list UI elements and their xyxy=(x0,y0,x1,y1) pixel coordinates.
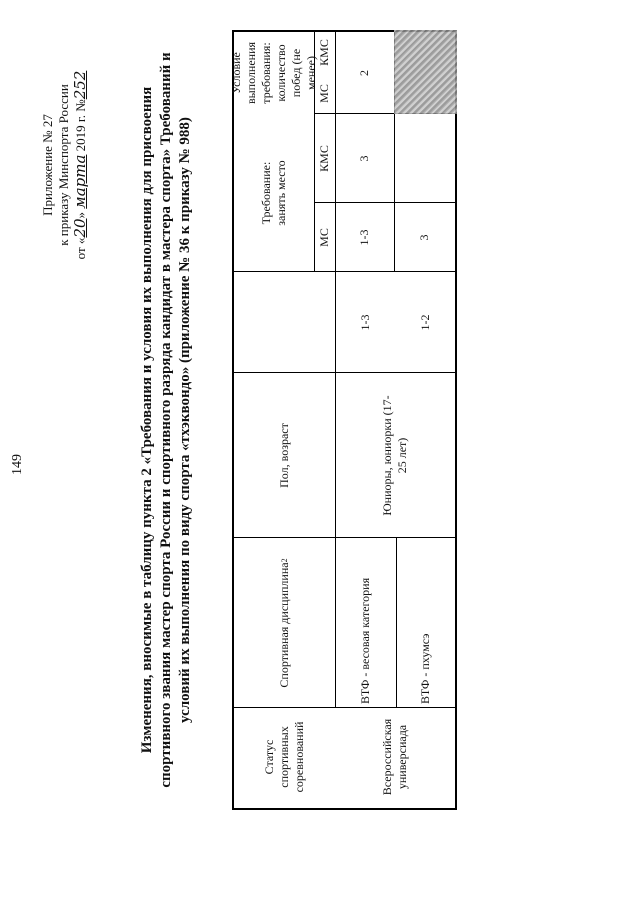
title-line-3: условий их выполнения по виду спорта «тхэквондо» (приложение № 36 к приказу № 988) xyxy=(177,117,193,723)
appendix-line-1: Приложение № 27 xyxy=(40,114,55,216)
appendix-year: 2019 г. № xyxy=(73,99,88,155)
header-place-kms: КМС xyxy=(317,145,331,172)
document-title xyxy=(138,30,195,810)
handwritten-month: марта xyxy=(71,154,89,209)
header-status: Статус спортивных соревнований xyxy=(262,721,306,793)
row-2-discipline: ВТФ - пхумсэ xyxy=(418,633,432,704)
appendix-line-2: к приказу Минспорта России xyxy=(56,84,71,246)
header-discipline-text: Спортивная дисциплина xyxy=(277,562,291,688)
header-wins-ms: МС xyxy=(317,84,331,103)
row-1-place-kms: 1-3 xyxy=(357,229,371,246)
title-line-2: спортивного звания мастер спорта России и спортивного разряда кандидат в мастера спорта» Требований и xyxy=(158,52,174,788)
appendix-date-mid: » xyxy=(73,208,88,219)
shaded-cell xyxy=(394,30,457,114)
row-1-discipline: ВТФ - весовая категория xyxy=(358,577,372,704)
requirements-table xyxy=(229,30,457,810)
row-2-place-kms: 3 xyxy=(417,234,431,241)
header-place: Требование: занять место xyxy=(259,160,288,226)
header-gender-age: Пол, возраст xyxy=(277,423,291,488)
appendix-block xyxy=(40,35,89,295)
row-1-wins-kms: 2 xyxy=(357,70,371,76)
header-discipline xyxy=(234,538,335,708)
page-number: 149 xyxy=(10,454,25,475)
row-1-wins-ms: 3 xyxy=(357,155,371,162)
appendix-line-3 xyxy=(72,35,89,295)
handwritten-day: 20 xyxy=(71,218,89,238)
appendix-date-prefix: от « xyxy=(73,237,88,260)
header-wins-kms: КМС xyxy=(317,39,331,66)
header-wins: Условие выполнения требования: количество побед (не менее) xyxy=(229,41,318,105)
header-discipline-footnote: 2 xyxy=(280,558,289,563)
row-2-place-ms: 1-2 xyxy=(418,314,432,331)
handwritten-number: 252 xyxy=(71,70,89,100)
status-value: Всероссийская универсиада xyxy=(380,718,409,796)
gender-age-value: Юниоры, юниорки (17-25 лет) xyxy=(380,395,409,516)
header-place-ms: МС xyxy=(317,228,331,247)
row-1-place-ms: 1-3 xyxy=(358,314,372,331)
title-line-1: Изменения, вносимые в таблицу пункта 2 «Требования и условия их выполнения для присвоения xyxy=(139,86,155,754)
